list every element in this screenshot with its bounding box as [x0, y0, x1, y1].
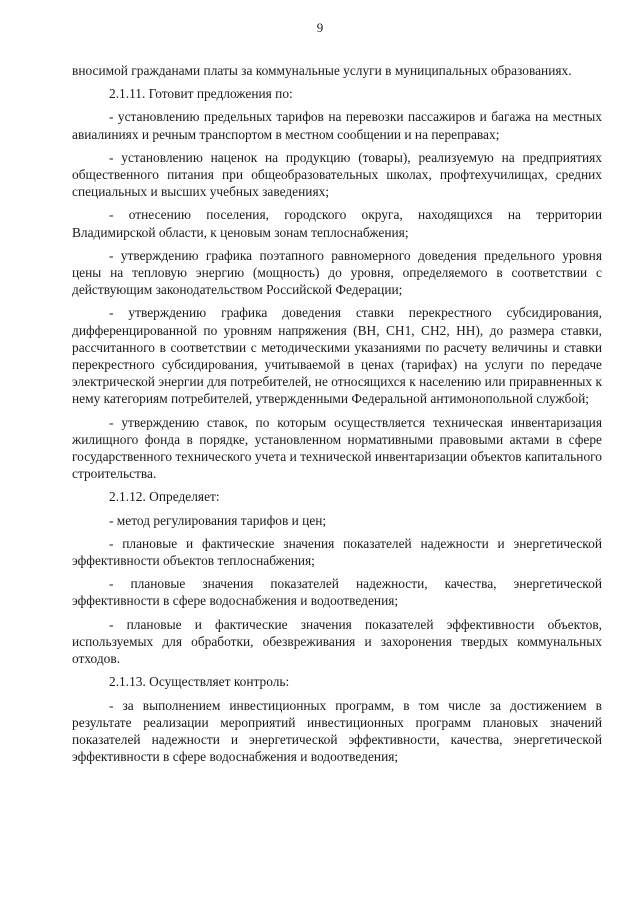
list-item: - плановые и фактические значения показателей надежности и энергетической эффективности объектов теплоснабжения; [72, 535, 602, 569]
section-heading-2-1-11: 2.1.11. Готовит предложения по: [109, 86, 293, 102]
list-item: - плановые значения показателей надежности, качества, энергетической эффективности в сфере водоснабжения и водоотведения; [72, 576, 602, 609]
page-number: 9 [316, 20, 324, 35]
list-item: - отнесению поселения, городского округа, находящихся на территории Владимирской области, к ценовым зонам теплоснабжения; [72, 207, 602, 240]
list-item: - утверждению ставок, по которым осуществляется техническая инвентаризация жилищного фонда в порядке, установленном нормативными правовыми актами в сфере государственного технического учета и технической инвентаризации объектов капитального строительства. [72, 414, 602, 482]
list-item: - за выполнением инвестиционных программ, в том числе за достижением в результате реализации мероприятий инвестиционных программ плановых значений показателей надежности и энергетической эффективности, качества, энергетической эффективности в сфере водоснабжения и водоотведения; [72, 697, 602, 765]
list-item: - утверждению графика доведения ставки перекрестного субсидирования, дифференцированной по уровням напряжения (ВН, СН1, СН2, НН), до размера ставки, рассчитанного в соответствии с методическими указаниями по расчету величины и ставки перекрестного субсидирования, учитываемой в ценах (тарифах) на услуги по передаче электрической энергии для потребителей, не относящихся к населению или приравненных к нему категориям потребителей, утвержденными Федеральной антимонопольной службой; [72, 305, 602, 407]
paragraph-continuation: вносимой гражданами платы за коммунальные услуги в муниципальных образованиях. [72, 63, 572, 78]
document-body [72, 62, 602, 765]
list-item: - установлению наценок на продукцию (товары), реализуемую на предприятиях общественного питания при общеобразовательных школах, профтехучилищах, средних специальных и высших учебных заведениях; [72, 149, 602, 200]
list-item: - установлению предельных тарифов на перевозки пассажиров и багажа на местных авиалиниях и речным транспортом в местном сообщении и на переправах; [72, 109, 602, 142]
list-item: - метод регулирования тарифов и цен; [109, 512, 327, 528]
list-item: - плановые и фактические значения показателей эффективности объектов, используемых для обработки, обезвреживания и захоронения твердых коммунальных отходов. [72, 616, 602, 667]
section-heading-2-1-12: 2.1.12. Определяет: [109, 489, 220, 505]
section-heading-2-1-13: 2.1.13. Осуществляет контроль: [109, 674, 290, 690]
list-item: - утверждению графика поэтапного равномерного доведения предельного уровня цены на тепловую энергию (мощность) до уровня, определяемого в соответствии с действующим законодательством Российской Федерации; [72, 247, 602, 298]
